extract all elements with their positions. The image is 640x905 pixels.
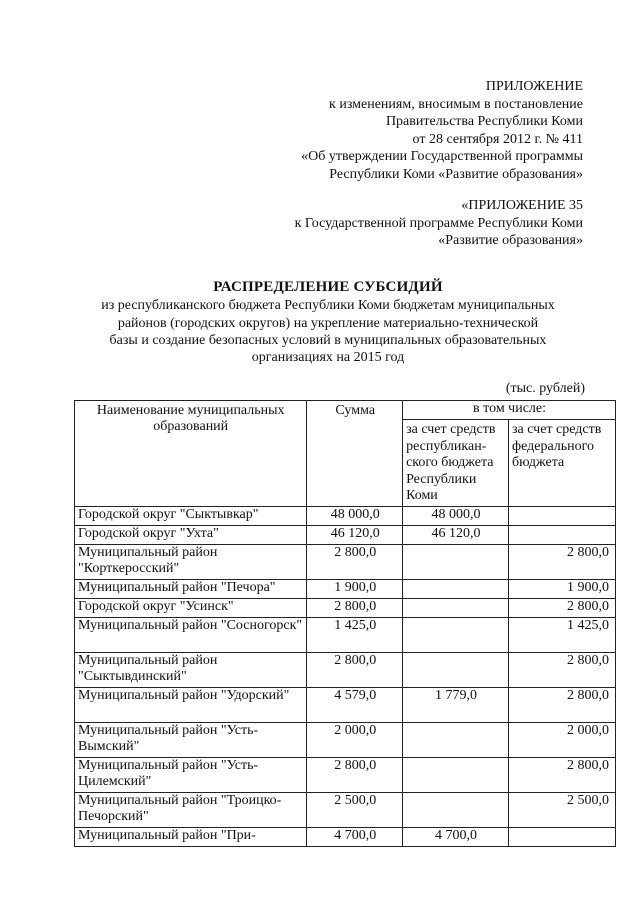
- title-subline: из республиканского бюджета Республики Коми бюджетам муниципальных: [101, 298, 555, 314]
- row-sum: 2 800,0: [307, 598, 403, 617]
- row-federal: [509, 506, 616, 525]
- row-sum: 46 120,0: [307, 525, 403, 544]
- appendix-header: [301, 78, 583, 183]
- table-row: [75, 652, 616, 687]
- row-republic: [403, 722, 509, 757]
- row-name: Городской округ "Сыктывкар": [75, 506, 307, 525]
- units-label: (тыс. рублей): [505, 381, 585, 396]
- appendix-line: Правительства Республики Коми: [385, 114, 583, 129]
- row-republic: [403, 757, 509, 792]
- header-including: в том числе:: [403, 401, 616, 420]
- table-row: [75, 579, 616, 598]
- appendix-line: ПРИЛОЖЕНИЕ: [485, 79, 583, 94]
- row-sum: 2 800,0: [307, 544, 403, 579]
- table-row: [75, 722, 616, 757]
- subsidy-table: [74, 400, 616, 847]
- row-federal: 1 425,0: [509, 617, 616, 652]
- header-federal: за счет средств федерального бюджета: [509, 420, 616, 507]
- title-subline: базы и создание безопасных условий в муниципальных образовательных: [109, 332, 547, 348]
- table-row: [75, 757, 616, 792]
- row-federal: 2 800,0: [509, 598, 616, 617]
- table-row: [75, 506, 616, 525]
- row-federal: 1 900,0: [509, 579, 616, 598]
- appendix-35-line: «Развитие образования»: [438, 233, 583, 248]
- row-federal: 2 800,0: [509, 687, 616, 722]
- row-sum: 48 000,0: [307, 506, 403, 525]
- appendix-line: к изменениям, вносимым в постановление: [329, 96, 583, 112]
- header-sum: Сумма: [307, 401, 403, 507]
- appendix-line: от 28 сентября 2012 г. № 411: [412, 131, 583, 147]
- row-name: Муниципальный район "При-: [75, 827, 307, 846]
- title-subline: районов (городских округов) на укрепление материально-технической: [117, 315, 539, 331]
- header-name: Наименование муниципальных образований: [75, 401, 307, 507]
- row-federal: [509, 827, 616, 846]
- document-title: РАСПРЕДЕЛЕНИЕ СУБСИДИЙ: [213, 279, 443, 295]
- appendix-35-header: [295, 197, 583, 250]
- appendix-35-line: к Государственной программе Республики Коми: [294, 215, 583, 231]
- row-republic: 46 120,0: [403, 525, 509, 544]
- table-row: [75, 617, 616, 652]
- row-sum: 2 800,0: [307, 652, 403, 687]
- appendix-line: «Об утверждении Государственной программы: [301, 149, 583, 164]
- row-sum: 2 000,0: [307, 722, 403, 757]
- row-republic: [403, 652, 509, 687]
- row-republic: 4 700,0: [403, 827, 509, 846]
- appendix-35-line: «ПРИЛОЖЕНИЕ 35: [461, 198, 583, 213]
- table-row: [75, 525, 616, 544]
- row-federal: 2 800,0: [509, 544, 616, 579]
- row-federal: 2 800,0: [509, 757, 616, 792]
- row-sum: 4 579,0: [307, 687, 403, 722]
- row-federal: 2 500,0: [509, 792, 616, 827]
- row-name: Муниципальный район "Корткеросский": [75, 544, 307, 579]
- table-row: [75, 687, 616, 722]
- row-sum: 2 500,0: [307, 792, 403, 827]
- row-republic: [403, 617, 509, 652]
- row-name: Муниципальный район "Усть-Вымский": [75, 722, 307, 757]
- row-sum: 4 700,0: [307, 827, 403, 846]
- row-name: Муниципальный район "Усть-Цилемский": [75, 757, 307, 792]
- table-row: [75, 792, 616, 827]
- table-header-row: [75, 401, 616, 420]
- row-name: Городской округ "Ухта": [75, 525, 307, 544]
- row-name: Муниципальный район "Печора": [75, 579, 307, 598]
- row-republic: [403, 598, 509, 617]
- row-republic: [403, 544, 509, 579]
- row-name: Городской округ "Усинск": [75, 598, 307, 617]
- row-federal: 2 000,0: [509, 722, 616, 757]
- row-republic: 1 779,0: [403, 687, 509, 722]
- table-row: [75, 598, 616, 617]
- row-name: Муниципальный район "Троицко-Печорский": [75, 792, 307, 827]
- header-republic: за счет средств республикан-ского бюджета Республики Коми: [403, 420, 509, 507]
- row-federal: [509, 525, 616, 544]
- document-title-block: [60, 279, 596, 366]
- row-sum: 1 425,0: [307, 617, 403, 652]
- row-sum: 1 900,0: [307, 579, 403, 598]
- row-federal: 2 800,0: [509, 652, 616, 687]
- row-republic: 48 000,0: [403, 506, 509, 525]
- title-subline: организациях на 2015 год: [251, 350, 405, 366]
- row-name: Муниципальный район "Удорский": [75, 687, 307, 722]
- table-row: [75, 827, 616, 846]
- row-republic: [403, 579, 509, 598]
- row-republic: [403, 792, 509, 827]
- row-sum: 2 800,0: [307, 757, 403, 792]
- row-name: Муниципальный район "Сосногорск": [75, 617, 307, 652]
- appendix-line: Республики Коми «Развитие образования»: [329, 166, 583, 182]
- row-name: Муниципальный район "Сыктывдинский": [75, 652, 307, 687]
- table-row: [75, 544, 616, 579]
